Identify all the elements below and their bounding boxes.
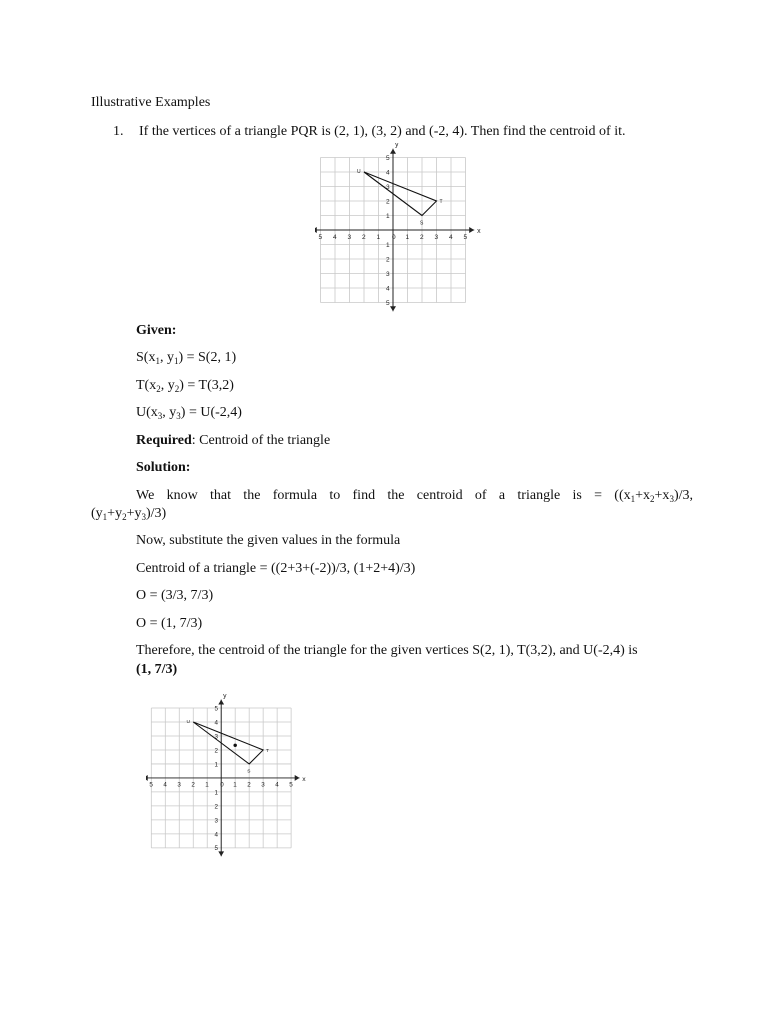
y-tick-label: 1 xyxy=(386,242,390,249)
x-tick-label: 3 xyxy=(177,781,181,789)
x-tick-label: 5 xyxy=(318,234,323,241)
centroid-point xyxy=(233,744,236,747)
x-arrow-left xyxy=(146,775,148,781)
triangle xyxy=(364,169,437,216)
given-vertex-t: $T(x_2$, $y_2) = T(3,2)$ xyxy=(136,378,234,394)
coordinate-graph-centroid xyxy=(146,690,308,862)
y-arrow-up xyxy=(218,700,224,705)
x-tick-label: 2 xyxy=(362,234,366,241)
y-axis-label: y xyxy=(395,143,399,149)
formula-line-2: $(y_1+y_2+y_3)/3$) xyxy=(91,506,167,522)
y-tick-label: 3 xyxy=(214,733,218,741)
x-tick-label: 3 xyxy=(347,234,352,241)
x-tick-label: 0 xyxy=(392,234,396,241)
coordinate-graph-triangle xyxy=(315,143,483,313)
x-tick-label: 5 xyxy=(289,781,293,789)
vertex-label: S xyxy=(247,769,251,775)
formula-line-1: We know that the formula to find the centroid of a triangle is = ($(x_1+x_2+x_3)/3$, xyxy=(136,488,693,504)
final-answer: (1, 7/3) xyxy=(136,662,178,677)
x-tick-label: 3 xyxy=(261,781,265,789)
x-tick-label: 1 xyxy=(376,234,381,241)
x-tick-label: 4 xyxy=(449,234,453,241)
y-arrow-down xyxy=(218,851,224,856)
required-line: Required: Centroid of the triangle xyxy=(136,433,331,448)
x-tick-label: 3 xyxy=(434,234,439,241)
vertex-label: T xyxy=(439,199,443,205)
y-tick-label: 4 xyxy=(386,169,390,177)
x-tick-label: 4 xyxy=(163,781,167,789)
x-tick-label: 1 xyxy=(233,781,237,789)
x-axis-label: x xyxy=(302,775,306,783)
y-tick-label: 1 xyxy=(214,761,218,769)
solution-label: Solution: xyxy=(136,460,191,475)
x-arrow-right xyxy=(295,775,300,781)
substitute-line: Now, substitute the given values in the formula xyxy=(136,533,401,548)
problem-number: 1. xyxy=(113,124,124,139)
step-2: O = (1, 7/3) xyxy=(136,616,203,631)
given-vertex-s: $S(x_1$, $y_1) = S(2$, 1) xyxy=(136,350,237,366)
step-1: O = (3/3, 7/3) xyxy=(136,588,214,603)
y-tick-label: 5 xyxy=(386,155,390,162)
x-tick-label: 1 xyxy=(205,781,209,789)
y-tick-label: 4 xyxy=(386,285,390,293)
y-tick-label: 3 xyxy=(386,184,390,191)
section-heading: Illustrative Examples xyxy=(91,95,211,110)
y-tick-label: 2 xyxy=(386,198,390,206)
given-vertex-u: $U(x_3$, $y_3) = U(-2,4)$ xyxy=(136,405,242,421)
y-tick-label: 3 xyxy=(214,817,218,825)
vertex-label: U xyxy=(186,719,190,725)
x-axis-label: x xyxy=(477,228,481,235)
y-tick-label: 3 xyxy=(386,271,390,278)
centroid-expression: Centroid of a triangle = ((2+3+(-2))/3, (1+2+4)/3) xyxy=(136,561,416,576)
triangle xyxy=(193,722,263,764)
x-tick-label: 0 xyxy=(220,781,224,789)
x-tick-label: 1 xyxy=(405,234,410,241)
problem-statement: If the vertices of a triangle PQR is (2, 1), (3, 2) and (-2, 4). Then find the centroid of it. xyxy=(139,124,626,139)
x-arrow-left xyxy=(315,227,317,233)
x-tick-label: 5 xyxy=(149,781,153,789)
x-tick-label: 4 xyxy=(275,781,279,789)
vertex-label: S xyxy=(420,220,424,227)
y-tick-label: 1 xyxy=(214,789,218,797)
y-tick-label: 4 xyxy=(214,719,218,727)
y-tick-label: 5 xyxy=(386,300,390,307)
y-tick-label: 5 xyxy=(214,845,218,853)
x-arrow-right xyxy=(469,227,474,233)
x-tick-label: 5 xyxy=(463,234,468,241)
y-tick-label: 2 xyxy=(214,803,218,811)
y-axis-label: y xyxy=(223,692,227,700)
x-tick-label: 2 xyxy=(247,781,251,789)
y-tick-label: 2 xyxy=(214,747,218,755)
y-tick-label: 1 xyxy=(386,213,390,220)
x-tick-label: 2 xyxy=(191,781,195,789)
y-arrow-down xyxy=(390,306,396,311)
y-tick-label: 4 xyxy=(214,831,218,839)
y-tick-label: 2 xyxy=(386,256,390,264)
x-tick-label: 4 xyxy=(333,234,337,241)
y-arrow-up xyxy=(390,149,396,154)
given-label: Given: xyxy=(136,323,177,338)
y-tick-label: 5 xyxy=(214,705,218,713)
x-tick-label: 2 xyxy=(420,234,424,241)
vertex-label: T xyxy=(266,748,270,754)
conclusion-text: Therefore, the centroid of the triangle for the given vertices S(2, 1), T(3,2), and U(-2,4) is xyxy=(136,643,638,658)
vertex-label: U xyxy=(357,169,361,175)
